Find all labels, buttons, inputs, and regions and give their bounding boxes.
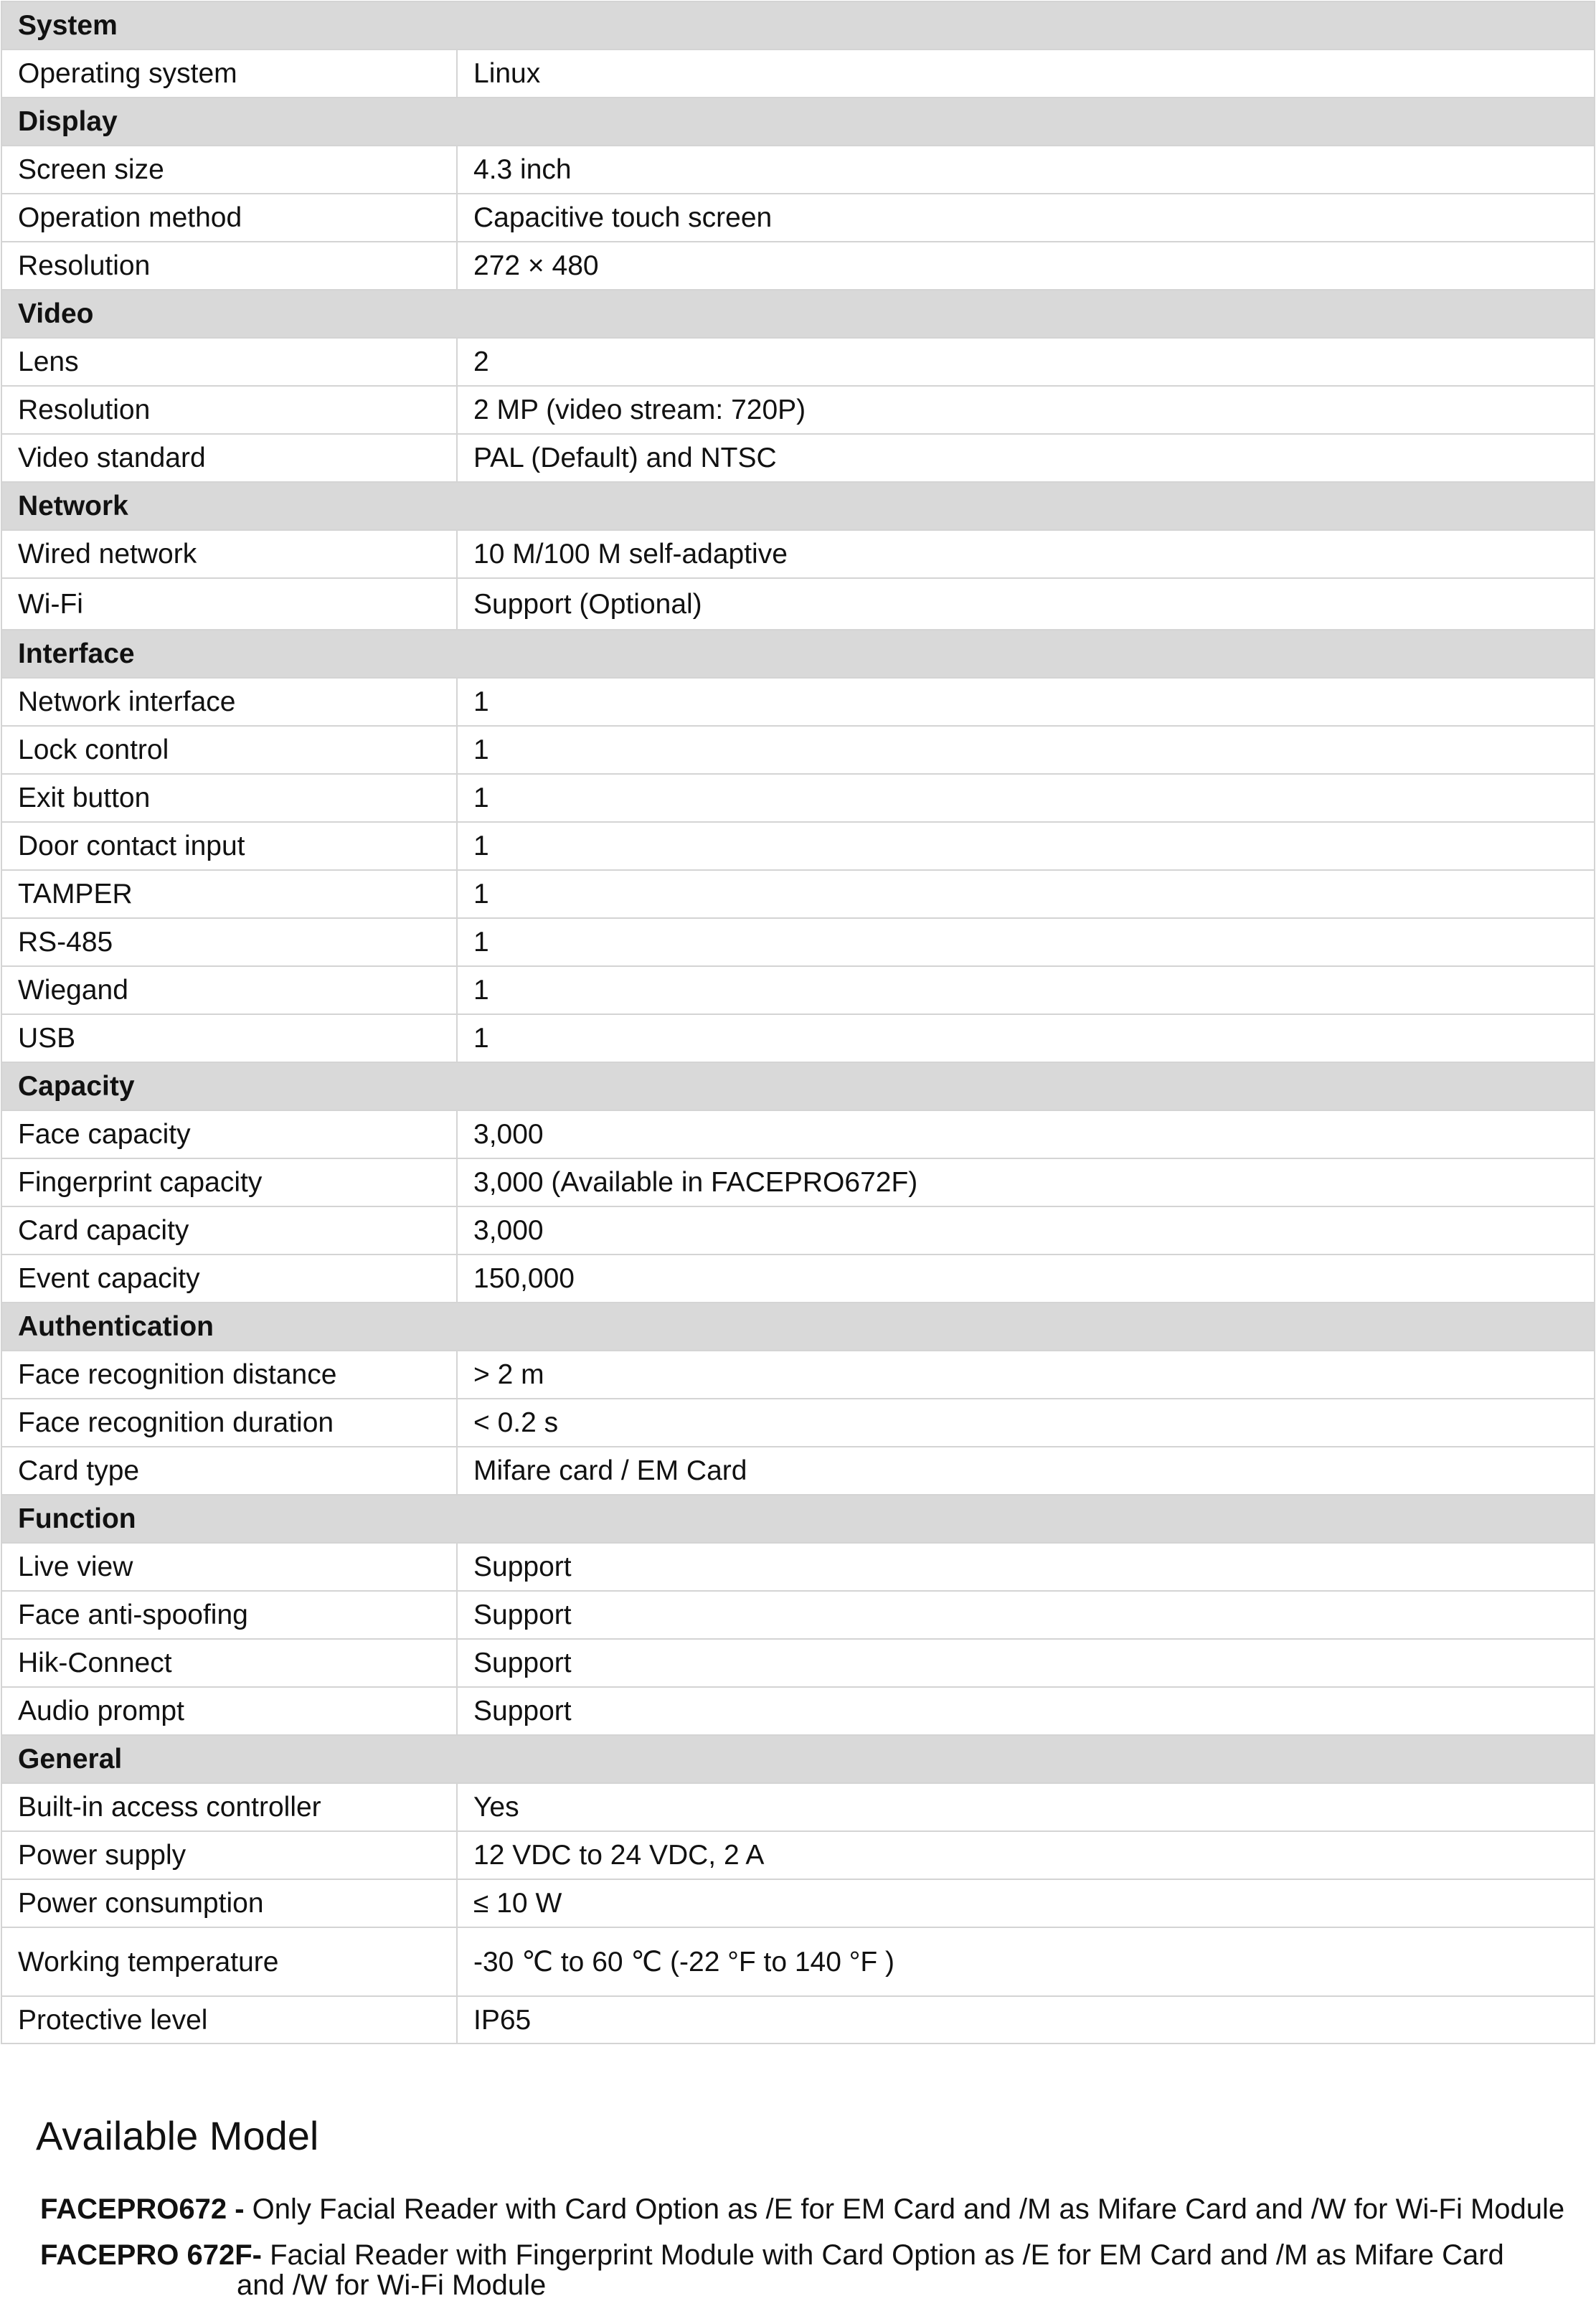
section-title: System bbox=[1, 1, 1595, 49]
spec-row-video-resolution bbox=[1, 386, 1595, 434]
spec-label: Resolution bbox=[1, 242, 457, 290]
spec-label: Face recognition distance bbox=[1, 1351, 457, 1399]
spec-value: 2 MP (video stream: 720P) bbox=[457, 386, 1595, 434]
spec-row-audio-prompt bbox=[1, 1687, 1595, 1735]
spec-table-body bbox=[1, 1, 1595, 2044]
section-title: Network bbox=[1, 482, 1595, 530]
spec-value: 150,000 bbox=[457, 1255, 1595, 1303]
model-entry-facepro672f bbox=[40, 2241, 1504, 2269]
available-model-heading: Available Model bbox=[36, 2113, 319, 2158]
spec-value: Support bbox=[457, 1543, 1595, 1591]
spec-label: Event capacity bbox=[1, 1255, 457, 1303]
spec-label: TAMPER bbox=[1, 870, 457, 918]
spec-row-face-recognition-duration bbox=[1, 1399, 1595, 1447]
spec-row-door-contact-input bbox=[1, 822, 1595, 870]
spec-row-usb bbox=[1, 1014, 1595, 1062]
section-title: General bbox=[1, 1735, 1595, 1783]
spec-label: Face recognition duration bbox=[1, 1399, 457, 1447]
spec-row-power-supply bbox=[1, 1831, 1595, 1879]
spec-value: Support bbox=[457, 1687, 1595, 1735]
section-title: Capacity bbox=[1, 1062, 1595, 1110]
spec-value: Mifare card / EM Card bbox=[457, 1447, 1595, 1495]
spec-row-display-resolution bbox=[1, 242, 1595, 290]
spec-label: Built-in access controller bbox=[1, 1783, 457, 1831]
spec-row-network-interface bbox=[1, 678, 1595, 726]
spec-row-power-consumption bbox=[1, 1879, 1595, 1927]
spec-value: PAL (Default) and NTSC bbox=[457, 434, 1595, 482]
spec-value: Capacitive touch screen bbox=[457, 194, 1595, 242]
spec-label: Power consumption bbox=[1, 1879, 457, 1927]
spec-table bbox=[1, 1, 1595, 2044]
section-header-interface bbox=[1, 630, 1595, 678]
spec-value: Support (Optional) bbox=[457, 578, 1595, 630]
spec-label: Working temperature bbox=[1, 1927, 457, 1996]
spec-row-wiegand bbox=[1, 966, 1595, 1014]
spec-row-exit-button bbox=[1, 774, 1595, 822]
spec-value: 2 bbox=[457, 338, 1595, 386]
spec-label: Card type bbox=[1, 1447, 457, 1495]
spec-label: Screen size bbox=[1, 146, 457, 194]
spec-label: Face anti-spoofing bbox=[1, 1591, 457, 1639]
spec-value: Linux bbox=[457, 49, 1595, 98]
spec-value: 272 × 480 bbox=[457, 242, 1595, 290]
spec-label: RS-485 bbox=[1, 918, 457, 966]
spec-value: 3,000 bbox=[457, 1110, 1595, 1158]
spec-value: 12 VDC to 24 VDC, 2 A bbox=[457, 1831, 1595, 1879]
model-code: FACEPRO672 - bbox=[40, 2193, 245, 2225]
spec-value: 1 bbox=[457, 726, 1595, 774]
section-title: Video bbox=[1, 290, 1595, 338]
spec-row-working-temperature bbox=[1, 1927, 1595, 1996]
spec-label: Door contact input bbox=[1, 822, 457, 870]
spec-value: Support bbox=[457, 1591, 1595, 1639]
spec-label: Exit button bbox=[1, 774, 457, 822]
section-header-network bbox=[1, 482, 1595, 530]
spec-label: Wired network bbox=[1, 530, 457, 578]
spec-row-card-type bbox=[1, 1447, 1595, 1495]
spec-label: Operation method bbox=[1, 194, 457, 242]
spec-row-screen-size bbox=[1, 146, 1595, 194]
model-description: Facial Reader with Fingerprint Module with Card Option as /E for EM Card and /M as Mifare Card bbox=[270, 2239, 1504, 2271]
model-entry-facepro672 bbox=[40, 2195, 1564, 2224]
spec-value: 1 bbox=[457, 1014, 1595, 1062]
model-description-continuation: and /W for Wi-Fi Module bbox=[237, 2269, 547, 2301]
spec-value: 1 bbox=[457, 678, 1595, 726]
spec-row-face-anti-spoofing bbox=[1, 1591, 1595, 1639]
spec-label: Wiegand bbox=[1, 966, 457, 1014]
spec-label: USB bbox=[1, 1014, 457, 1062]
spec-row-lock-control bbox=[1, 726, 1595, 774]
section-header-function bbox=[1, 1495, 1595, 1543]
section-title: Authentication bbox=[1, 1303, 1595, 1351]
spec-row-protective-level bbox=[1, 1996, 1595, 2044]
model-description: Only Facial Reader with Card Option as /E for EM Card and /M as Mifare Card and /W for Wi-Fi Module bbox=[252, 2193, 1565, 2225]
spec-label: Hik-Connect bbox=[1, 1639, 457, 1687]
spec-row-tamper bbox=[1, 870, 1595, 918]
spec-label: Power supply bbox=[1, 1831, 457, 1879]
section-header-authentication bbox=[1, 1303, 1595, 1351]
spec-value: Yes bbox=[457, 1783, 1595, 1831]
spec-row-live-view bbox=[1, 1543, 1595, 1591]
spec-label: Lens bbox=[1, 338, 457, 386]
spec-value: 10 M/100 M self-adaptive bbox=[457, 530, 1595, 578]
spec-label: Live view bbox=[1, 1543, 457, 1591]
spec-row-built-in-access-controller bbox=[1, 1783, 1595, 1831]
spec-value: < 0.2 s bbox=[457, 1399, 1595, 1447]
spec-value: 1 bbox=[457, 870, 1595, 918]
spec-label: Audio prompt bbox=[1, 1687, 457, 1735]
spec-row-wired-network bbox=[1, 530, 1595, 578]
spec-label: Operating system bbox=[1, 49, 457, 98]
spec-label: Card capacity bbox=[1, 1206, 457, 1255]
section-header-system bbox=[1, 1, 1595, 49]
section-header-capacity bbox=[1, 1062, 1595, 1110]
spec-value: 1 bbox=[457, 822, 1595, 870]
spec-value: ≤ 10 W bbox=[457, 1879, 1595, 1927]
spec-value: 4.3 inch bbox=[457, 146, 1595, 194]
spec-value: 1 bbox=[457, 774, 1595, 822]
spec-label: Video standard bbox=[1, 434, 457, 482]
spec-label: Face capacity bbox=[1, 1110, 457, 1158]
section-header-video bbox=[1, 290, 1595, 338]
spec-row-wifi bbox=[1, 578, 1595, 630]
spec-label: Protective level bbox=[1, 1996, 457, 2044]
spec-value: 1 bbox=[457, 918, 1595, 966]
spec-row-operating-system bbox=[1, 49, 1595, 98]
spec-value: > 2 m bbox=[457, 1351, 1595, 1399]
spec-value: 3,000 (Available in FACEPRO672F) bbox=[457, 1158, 1595, 1206]
spec-row-hik-connect bbox=[1, 1639, 1595, 1687]
model-code: FACEPRO 672F- bbox=[40, 2239, 262, 2271]
spec-label: Lock control bbox=[1, 726, 457, 774]
spec-row-lens bbox=[1, 338, 1595, 386]
spec-label: Network interface bbox=[1, 678, 457, 726]
spec-row-event-capacity bbox=[1, 1255, 1595, 1303]
spec-value: 3,000 bbox=[457, 1206, 1595, 1255]
section-title: Display bbox=[1, 98, 1595, 146]
spec-row-video-standard bbox=[1, 434, 1595, 482]
spec-value: 1 bbox=[457, 966, 1595, 1014]
section-title: Interface bbox=[1, 630, 1595, 678]
spec-label: Resolution bbox=[1, 386, 457, 434]
section-header-general bbox=[1, 1735, 1595, 1783]
spec-row-card-capacity bbox=[1, 1206, 1595, 1255]
section-title: Function bbox=[1, 1495, 1595, 1543]
section-header-display bbox=[1, 98, 1595, 146]
spec-row-fingerprint-capacity bbox=[1, 1158, 1595, 1206]
spec-label: Wi-Fi bbox=[1, 578, 457, 630]
spec-row-operation-method bbox=[1, 194, 1595, 242]
spec-row-face-capacity bbox=[1, 1110, 1595, 1158]
spec-label: Fingerprint capacity bbox=[1, 1158, 457, 1206]
spec-value: Support bbox=[457, 1639, 1595, 1687]
spec-row-rs485 bbox=[1, 918, 1595, 966]
spec-value: IP65 bbox=[457, 1996, 1595, 2044]
spec-value: -30 ℃ to 60 ℃ (-22 °F to 140 °F ) bbox=[457, 1927, 1595, 1996]
spec-row-face-recognition-distance bbox=[1, 1351, 1595, 1399]
